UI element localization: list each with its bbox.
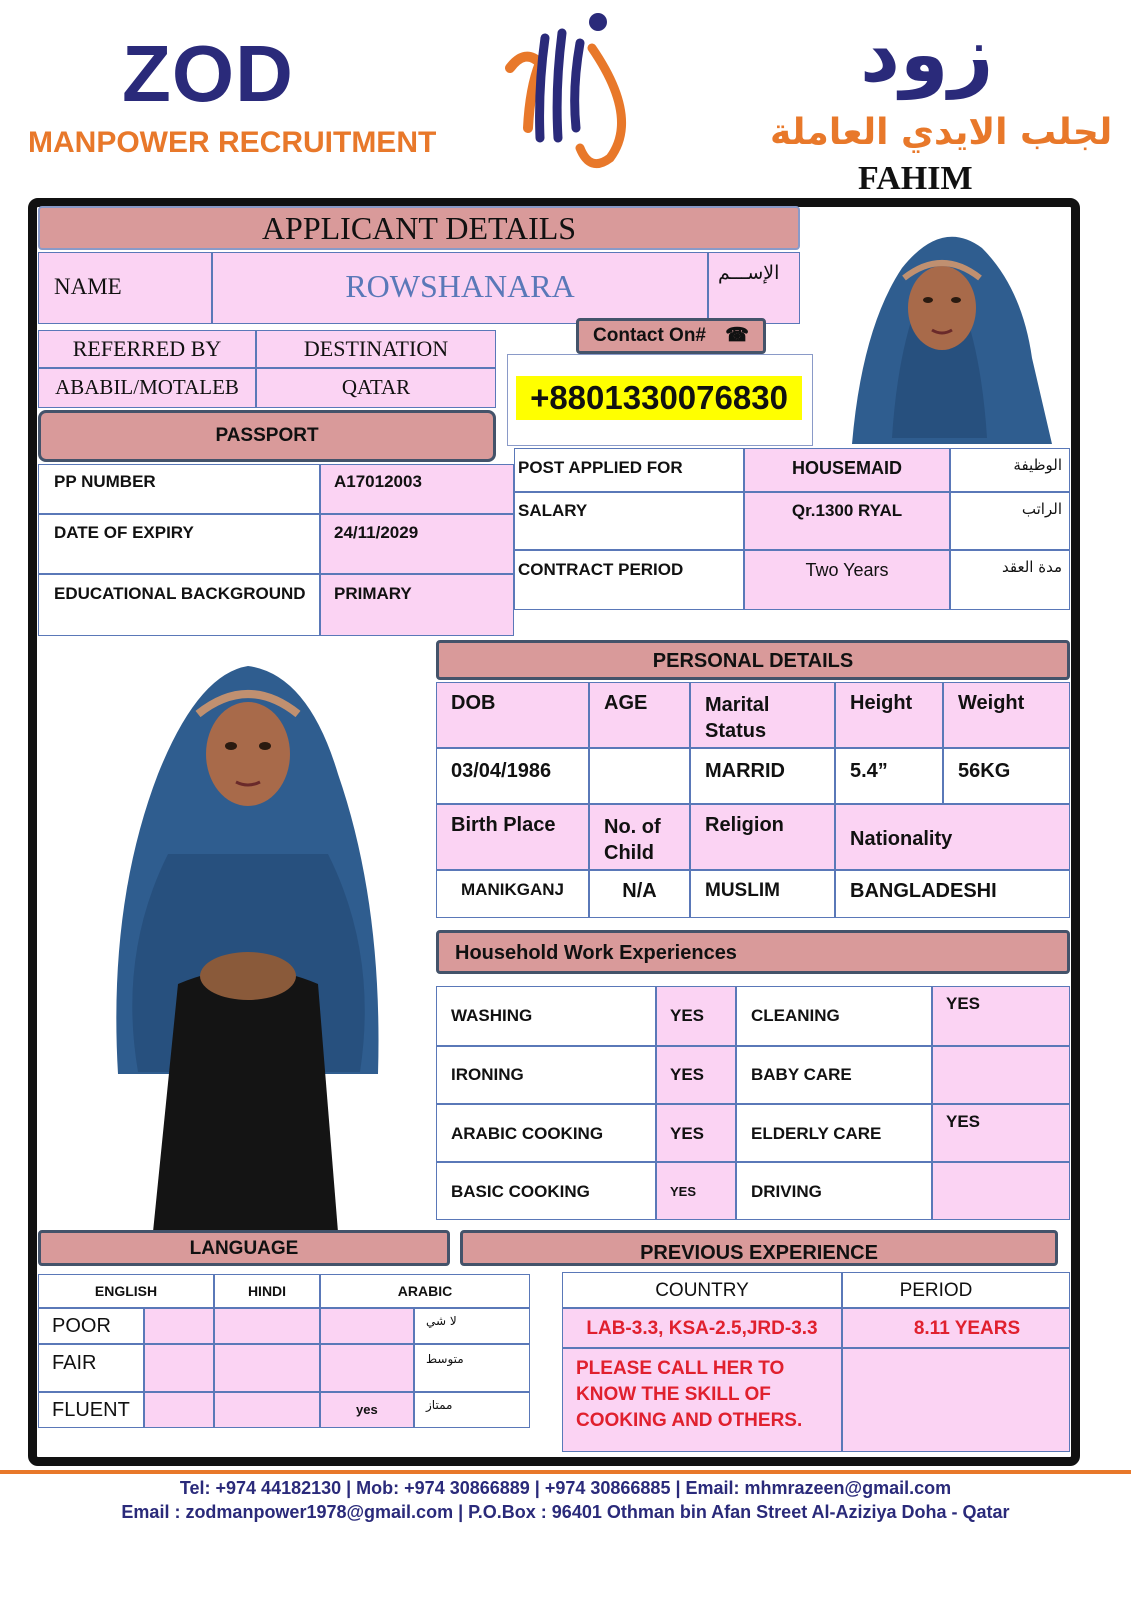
job-label-cell-3: [514, 550, 744, 610]
age-value-cell: [589, 748, 690, 804]
brand-tagline: MANPOWER RECRUITMENT: [28, 126, 437, 159]
name-arabic-label: الإســـم: [718, 262, 780, 284]
contact-label: Contact On#: [593, 325, 706, 346]
arabic-tagline: لجلب الايدي العاملة: [770, 112, 1113, 153]
lang-english-cell-1: [144, 1308, 214, 1344]
footer-rule: [0, 1470, 1131, 1474]
lang-english-cell-3: [144, 1392, 214, 1428]
contact-label-bar: [576, 318, 766, 354]
education-value: PRIMARY: [334, 584, 412, 603]
agent-name: FAHIM: [858, 160, 973, 197]
religion-value: MUSLIM: [705, 880, 780, 901]
hw-value2-cell-4: [932, 1162, 1070, 1220]
footer-line-2: Email : zodmanpower1978@gmail.com | P.O.Box : 96401 Othman bin Afan Street Al-Aziziya Doha - Qatar: [121, 1502, 1010, 1522]
hw-task-washing: WASHING: [451, 1006, 533, 1025]
salary-value: Qr.1300 RYAL: [791, 501, 903, 520]
height-header: Height: [850, 692, 913, 714]
contract-label-ar: مدة العقد: [1002, 558, 1062, 576]
hw-task-babycare: BABY CARE: [751, 1065, 852, 1084]
post-value: HOUSEMAID: [791, 458, 902, 478]
lang-hindi-cell-3: [214, 1392, 320, 1428]
expiry-label: DATE OF EXPIRY: [54, 523, 194, 542]
lang-level-poor: POOR: [52, 1315, 111, 1337]
logo-head: [589, 13, 607, 31]
referred-label: REFERRED BY: [72, 336, 222, 361]
contract-label: CONTRACT PERIOD: [518, 560, 684, 579]
lang-ar-fluent: ممتاز: [426, 1398, 453, 1412]
salary-label-ar: الراتب: [1021, 500, 1062, 518]
lang-level-fair: FAIR: [52, 1352, 97, 1374]
lang-col-hindi: HINDI: [247, 1283, 287, 1299]
expiry-value: 24/11/2029: [334, 523, 419, 542]
lang-english-cell-2: [144, 1344, 214, 1392]
nationality-value: BANGLADESHI: [850, 880, 997, 902]
age-header: AGE: [604, 692, 648, 714]
lang-hindi-cell-2: [214, 1344, 320, 1392]
hw-task-driving: DRIVING: [751, 1182, 822, 1201]
children-value: N/A: [622, 880, 657, 902]
hw-value-washing: YES: [670, 1006, 705, 1025]
hw-value-arabic-cooking: YES: [670, 1124, 705, 1143]
hw-task-cleaning: CLEANING: [751, 1006, 840, 1025]
post-label: POST APPLIED FOR: [518, 458, 683, 477]
company-logo: [500, 8, 640, 178]
hw-task-arabic-cooking: ARABIC COOKING: [451, 1124, 604, 1143]
logo-stroke-2: [540, 38, 545, 138]
lang-arabic-fluent: yes: [356, 1402, 378, 1417]
contract-value: Two Years: [805, 560, 889, 580]
prev-period-value: 8.11 YEARS: [913, 1318, 1021, 1339]
prev-note-right-cell: [842, 1348, 1070, 1452]
arabic-brand: زود: [860, 10, 994, 100]
prev-country-header: COUNTRY: [655, 1280, 749, 1301]
hw-task-ironing: IRONING: [451, 1065, 524, 1084]
previous-experience-title: PREVIOUS EXPERIENCE: [460, 1230, 1058, 1266]
logo-stroke-4: [575, 43, 580, 128]
marital-header: Marital Status: [705, 694, 770, 742]
lang-col-english: ENGLISH: [94, 1283, 158, 1299]
height-value: 5.4”: [850, 760, 888, 782]
religion-header: Religion: [705, 814, 784, 836]
pp-number-label: PP NUMBER: [54, 472, 156, 491]
prev-note: PLEASE CALL HER TO KNOW THE SKILL OF COOKING AND OTHERS.: [576, 1358, 803, 1431]
lang-hindi-cell-1: [214, 1308, 320, 1344]
footer-line-1: Tel: +974 44182130 | Mob: +974 30866889 | +974 30866885 | Email: mhmrazeen@gmail.com: [179, 1478, 952, 1498]
destination-label: DESTINATION: [303, 336, 449, 361]
marital-value: MARRID: [705, 760, 785, 782]
household-title: Household Work Experiences: [436, 930, 1070, 974]
language-title: LANGUAGE: [38, 1230, 450, 1266]
weight-header: Weight: [958, 692, 1025, 714]
hw-value2-cell-2: [932, 1046, 1070, 1104]
lang-arabic-cell-1: [320, 1308, 414, 1344]
birthplace-header: Birth Place: [451, 814, 556, 836]
dob-value: 03/04/1986: [451, 760, 552, 782]
children-header: No. of Child: [604, 816, 661, 864]
phone-icon: ☎: [725, 325, 749, 346]
applicant-full-photo: [98, 654, 398, 1232]
nationality-header: Nationality: [850, 828, 953, 850]
logo-arc: [580, 48, 622, 164]
hw-value-ironing: YES: [670, 1065, 705, 1084]
pp-number-value: A17012003: [334, 472, 422, 491]
prev-country-value: LAB-3.3, KSA-2.5,JRD-3.3: [586, 1318, 818, 1339]
weight-value: 56KG: [958, 760, 1011, 782]
contact-number[interactable]: +8801330076830: [516, 376, 802, 420]
passport-title: PASSPORT: [38, 410, 496, 462]
lang-ar-poor: لا شي: [426, 1314, 457, 1328]
hw-task-elderly-care: ELDERLY CARE: [751, 1124, 882, 1143]
post-label-ar: الوظيفة: [1013, 456, 1062, 474]
education-label: EDUCATIONAL BACKGROUND: [54, 584, 306, 603]
logo-stroke-3: [557, 33, 562, 138]
hw-value-elderly-care: YES: [946, 1112, 981, 1131]
lang-arabic-cell-2: [320, 1344, 414, 1392]
lang-col-arabic: ARABIC: [397, 1283, 453, 1299]
hw-value-basic-cooking: YES: [670, 1184, 697, 1199]
birthplace-value: MANIKGANJ: [461, 880, 564, 899]
prev-period-header: PERIOD: [899, 1280, 973, 1301]
referred-value: ABABIL/MOTALEB: [55, 375, 239, 399]
hw-value-cleaning: YES: [946, 994, 981, 1013]
hw-task-basic-cooking: BASIC COOKING: [451, 1182, 590, 1201]
brand-name: ZOD: [122, 29, 294, 118]
applicant-portrait-photo: [822, 208, 1058, 444]
personal-details-title: PERSONAL DETAILS: [436, 640, 1070, 680]
destination-value: QATAR: [341, 375, 411, 399]
salary-label: SALARY: [518, 501, 588, 520]
lang-level-fluent: FLUENT: [52, 1399, 130, 1421]
name-label: NAME: [54, 274, 122, 299]
name-value: ROWSHANARA: [345, 268, 575, 304]
lang-ar-fair: متوسط: [426, 1352, 464, 1366]
dob-header: DOB: [451, 692, 496, 714]
applicant-details-title: APPLICANT DETAILS: [38, 206, 800, 250]
